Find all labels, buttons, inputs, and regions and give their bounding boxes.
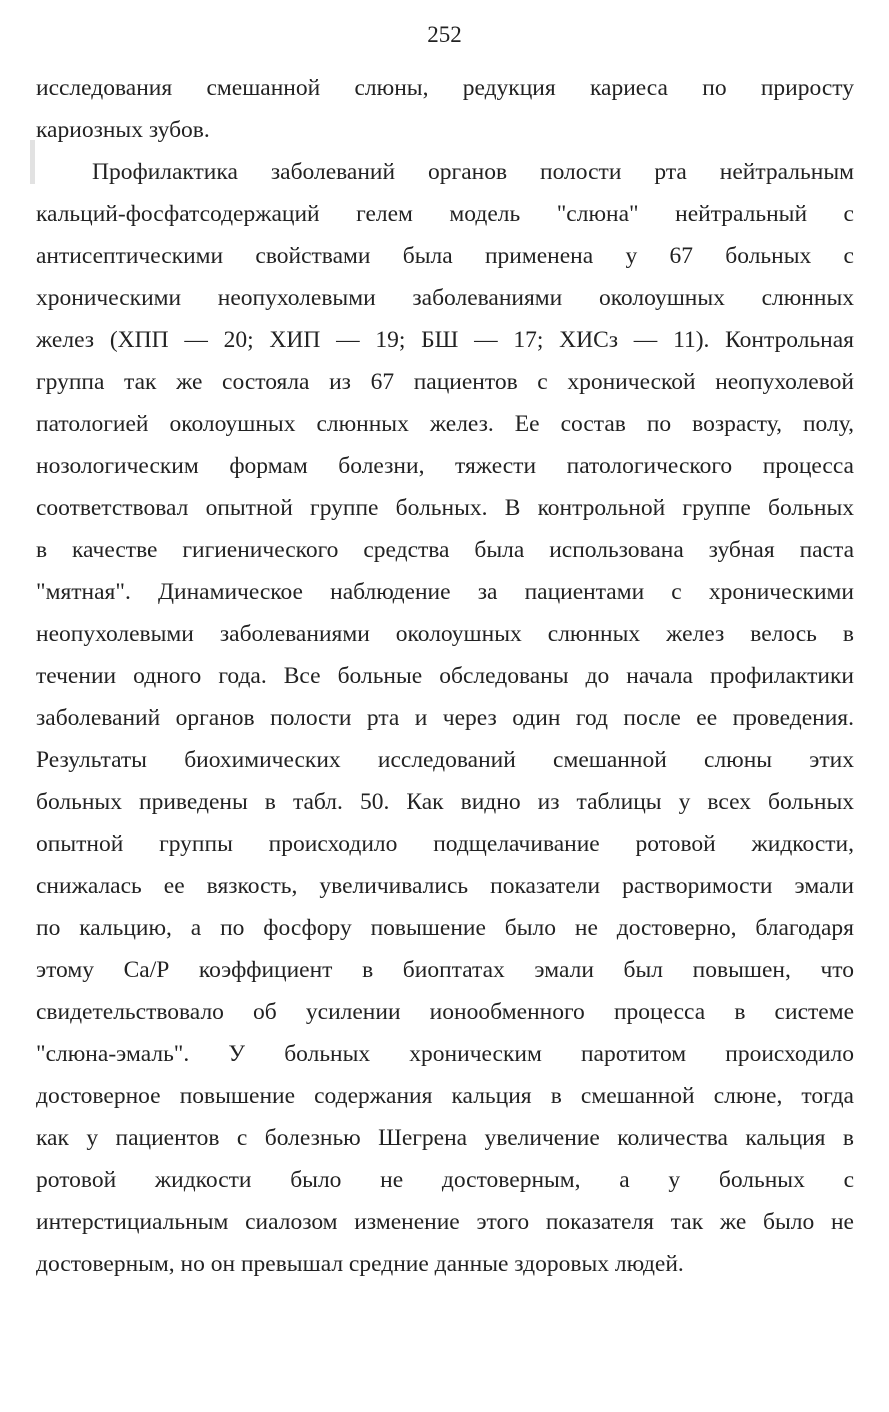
text-line: хроническими неопухолевыми заболеваниями околоушных слюнных [36, 285, 854, 311]
text-line: кальций-фосфатсодержаций гелем модель "слюна" нейтральный с [36, 201, 854, 227]
text-line: "слюна-эмаль". У больных хроническим паротитом происходило [36, 1041, 854, 1067]
text-line: группа так же состояла из 67 пациентов с хронической неопухолевой [36, 369, 854, 395]
text-line: интерстициальным сиалозом изменение этого показателя так же было не [36, 1209, 854, 1235]
scan-margin-mark [30, 140, 35, 184]
text-line: достоверное повышение содержания кальция в смешанной слюне, тогда [36, 1083, 854, 1109]
body-text [36, 70, 854, 1288]
text-line: этому Са/Р коэффициент в биоптатах эмали был повышен, что [36, 957, 854, 983]
text-line: течении одного года. Все больные обследованы до начала профилактики [36, 663, 854, 689]
text-line: кариозных зубов. [36, 117, 210, 143]
text-line: Профилактика заболеваний органов полости рта нейтральным [92, 159, 854, 185]
text-line: по кальцию, а по фосфору повышение было не достоверно, благодаря [36, 915, 854, 941]
text-line: патологией околоушных слюнных желез. Ее состав по возрасту, полу, [36, 411, 854, 437]
text-line: антисептическими свойствами была применена у 67 больных с [36, 243, 854, 269]
text-line: опытной группы происходило подщелачивание ротовой жидкости, [36, 831, 854, 857]
text-line: больных приведены в табл. 50. Как видно из таблицы у всех больных [36, 789, 854, 815]
page-number: 252 [427, 22, 462, 47]
text-line: Результаты биохимических исследований смешанной слюны этих [36, 747, 854, 773]
text-line: в качестве гигиенического средства была использована зубная паста [36, 537, 854, 563]
text-line: соответствовал опытной группе больных. В контрольной группе больных [36, 495, 854, 521]
text-line: свидетельствовало об усилении ионообменного процесса в системе [36, 999, 854, 1025]
text-line: достоверным, но он превышал средние данные здоровых людей. [36, 1251, 684, 1277]
text-line: неопухолевыми заболеваниями околоушных слюнных желез велось в [36, 621, 854, 647]
text-line: ротовой жидкости было не достоверным, а у больных с [36, 1167, 854, 1193]
text-line: как у пациентов с болезнью Шегрена увеличение количества кальция в [36, 1125, 854, 1151]
text-line: желез (ХПП — 20; ХИП — 19; БШ — 17; ХИСз — 11). Контрольная [36, 327, 854, 353]
text-line: исследования смешанной слюны, редукция кариеса по приросту [36, 75, 854, 101]
text-line: нозологическим формам болезни, тяжести патологического процесса [36, 453, 854, 479]
text-line: заболеваний органов полости рта и через один год после ее проведения. [36, 705, 854, 731]
text-line: "мятная". Динамическое наблюдение за пациентами с хроническими [36, 579, 854, 605]
text-line: снижалась ее вязкость, увеличивались показатели растворимости эмали [36, 873, 854, 899]
